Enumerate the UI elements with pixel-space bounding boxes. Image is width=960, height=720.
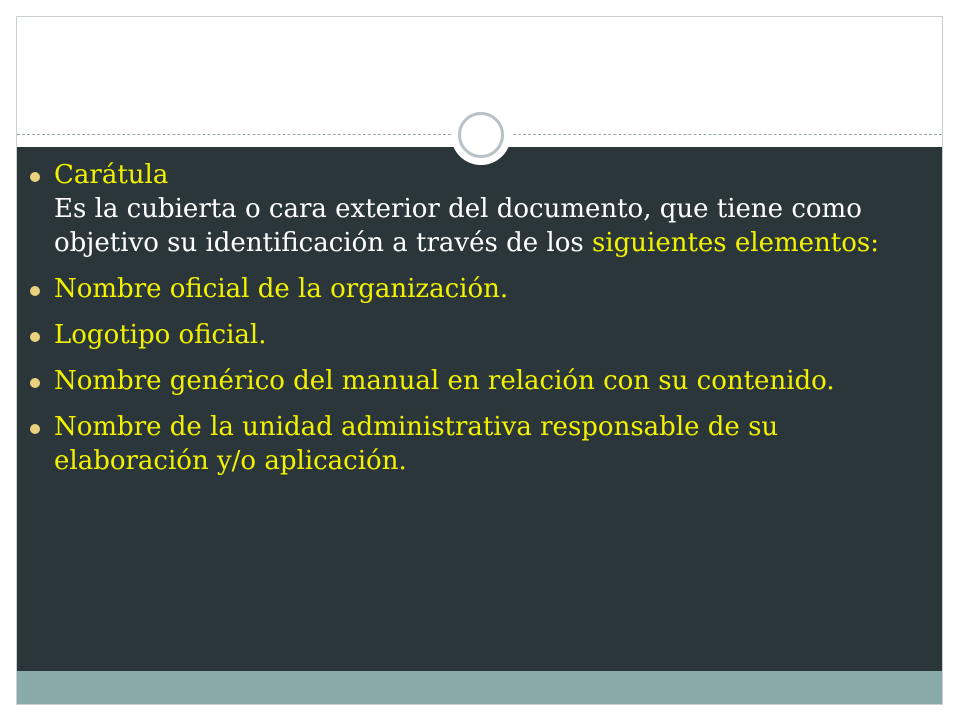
- list-item: [0, 158, 960, 260]
- list-item: [0, 272, 960, 306]
- bullet-dot-icon: [30, 424, 40, 434]
- bullet-dot-icon: [30, 286, 40, 296]
- description-highlight: siguientes elementos:: [591, 228, 879, 258]
- item-text: Nombre de la unidad administrativa responsable de su elaboración y/o aplicación.: [54, 412, 779, 476]
- footer-band: [17, 671, 942, 705]
- circle-ornament-icon: [451, 105, 511, 165]
- item-text: Nombre genérico del manual en relación con su contenido.: [54, 366, 835, 396]
- bullet-list: [0, 158, 960, 490]
- list-item: [0, 318, 960, 352]
- bullet-dot-icon: [30, 172, 40, 182]
- list-item: [0, 410, 960, 478]
- list-item: [0, 364, 960, 398]
- item-heading: Carátula: [54, 160, 169, 190]
- item-description: [54, 192, 920, 260]
- description-text: Es la cubierta o cara exterior del documento, que tiene como objetivo su identificación a través de los: [54, 194, 862, 258]
- item-text: Nombre oficial de la organización.: [54, 274, 509, 304]
- bullet-dot-icon: [30, 378, 40, 388]
- bullet-dot-icon: [30, 332, 40, 342]
- item-text: Logotipo oficial.: [54, 320, 267, 350]
